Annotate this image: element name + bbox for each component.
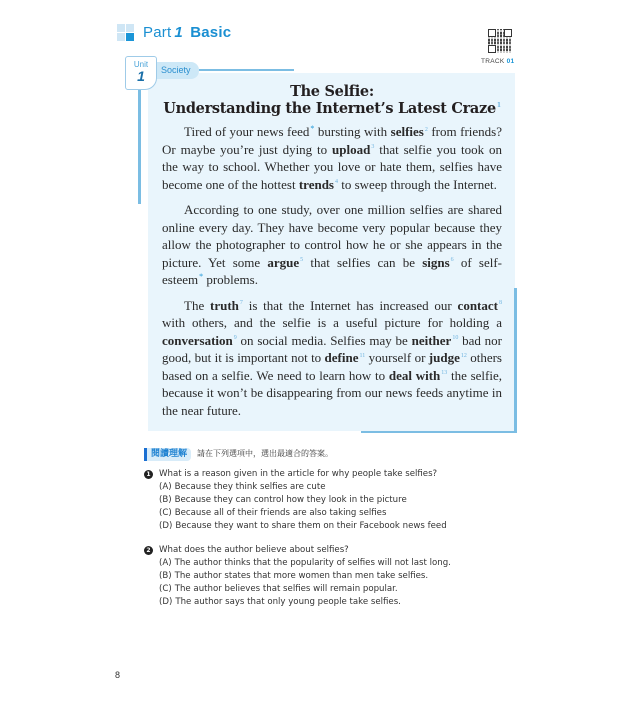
option-letter: (D)	[159, 597, 173, 607]
text-run: others based on a selfie. We need to learn how to	[162, 350, 502, 383]
vocab-word: signs	[422, 254, 450, 270]
vocab-word: trends	[298, 176, 334, 192]
footnote-marker: 3	[371, 144, 375, 151]
part-name: Basic	[190, 24, 232, 41]
bottom-accent-bar	[361, 431, 517, 433]
comprehension-header	[144, 447, 504, 461]
title-line-1: The Selfie:	[290, 83, 374, 100]
part-heading	[143, 24, 231, 42]
footnote-marker: 4	[334, 179, 338, 186]
text-run: to sweep through the Internet.	[337, 176, 497, 192]
option-c[interactable]	[144, 507, 504, 520]
reading-comprehension-label: 閱讀理解	[144, 448, 191, 461]
vocab-word: argue	[267, 254, 300, 270]
right-accent-bar	[514, 288, 517, 433]
footnote-marker: 9	[233, 335, 237, 342]
unit-label: Unit	[133, 60, 149, 69]
page-number: 8	[115, 670, 121, 680]
top-rule	[199, 69, 294, 71]
article-title	[162, 83, 502, 117]
text-run: yourself or	[365, 350, 429, 365]
vocab-word: conversation	[162, 332, 233, 348]
footnote-marker: 12	[460, 352, 467, 359]
option-letter: (D)	[159, 521, 173, 531]
question-stem: What does the author believe about selfies?	[159, 545, 349, 555]
option-b[interactable]	[144, 570, 504, 583]
option-c[interactable]	[144, 583, 504, 596]
option-a[interactable]	[144, 557, 504, 570]
vocab-word: neither	[411, 332, 452, 348]
option-letter: (B)	[159, 495, 172, 505]
vocab-word: selfies	[390, 124, 424, 139]
left-accent-bar	[138, 88, 141, 204]
option-letter: (A)	[159, 558, 172, 568]
option-b[interactable]	[144, 494, 504, 507]
title-text: Understanding the Internet’s Latest Craze	[163, 100, 496, 117]
option-a[interactable]	[144, 481, 504, 494]
article-paragraph	[162, 201, 502, 289]
question-number-icon: 2	[144, 546, 153, 555]
text-run: that selfie you took on the way to school. Whether you love or hate them, selfies have become one of the hottest	[162, 141, 502, 192]
instruction-text: 請在下列選項中，選出最適合的答案。	[197, 449, 334, 458]
text-run: of self-esteem	[162, 254, 502, 287]
option-text: Because they can control how they look in the picture	[174, 495, 407, 505]
vocab-word: define	[324, 350, 359, 365]
asterisk-note-icon: *	[310, 123, 315, 133]
text-run: on social media. Selfies may be	[236, 332, 412, 348]
text-run: that selfies can be	[303, 254, 423, 270]
option-letter: (A)	[159, 482, 172, 492]
option-text: The author says that only young people take selfies.	[175, 597, 401, 607]
unit-number: 1	[137, 68, 145, 84]
unit-badge	[125, 56, 157, 90]
vocab-word: upload	[332, 141, 371, 157]
article-box	[148, 73, 515, 431]
footnote-marker: 5	[300, 257, 304, 264]
comprehension-section	[144, 447, 504, 609]
option-text: Because they want to share them on their Facebook news feed	[175, 521, 447, 531]
text-run: is that the Internet has increased our	[242, 297, 458, 313]
footnote-marker: 7	[239, 300, 243, 307]
track-number: 01	[506, 58, 515, 65]
option-d[interactable]	[144, 596, 504, 609]
article-paragraph	[162, 297, 502, 420]
option-text: Because they think selfies are cute	[174, 482, 326, 492]
option-letter: (C)	[159, 584, 172, 594]
footnote-marker: 13	[441, 370, 448, 377]
vocab-word: truth	[210, 297, 239, 313]
part-logo-icon	[117, 24, 137, 44]
footnote-marker: 6	[450, 257, 454, 264]
question-number-icon: 1	[144, 470, 153, 479]
article-paragraph	[162, 123, 502, 193]
question-list	[144, 468, 504, 609]
article-body	[162, 123, 502, 419]
vocab-word: deal with	[388, 367, 441, 383]
option-text: The author thinks that the popularity of selfies will not last long.	[174, 558, 451, 568]
text-run: with others, and the selfie is a useful picture for holding a	[162, 315, 502, 330]
option-letter: (C)	[159, 508, 172, 518]
question-1	[144, 468, 504, 533]
option-text: Because all of their friends are also taking selfies	[174, 508, 387, 518]
option-letter: (B)	[159, 571, 172, 581]
option-d[interactable]	[144, 520, 504, 533]
unit-section	[125, 50, 516, 431]
text-run: bad nor good, but it is important not to	[162, 332, 502, 365]
asterisk-note-icon: *	[199, 271, 204, 281]
title-line-2	[162, 100, 502, 117]
text-run: the selfie, because it won’t be disappearing from our news feeds anytime in the near future.	[162, 367, 503, 418]
vocab-word: contact	[457, 297, 498, 313]
footnote-marker: 10	[452, 335, 459, 342]
text-run: Tired of your news feed	[184, 124, 310, 139]
option-text: The author states that more women than men take selfies.	[174, 571, 429, 581]
option-text: The author believes that selfies will remain popular.	[174, 584, 398, 594]
question-2	[144, 544, 504, 609]
vocab-word: judge	[428, 350, 460, 365]
topic-label: Society	[161, 65, 191, 75]
footnote-marker: 2	[424, 126, 428, 133]
footnote-marker: 1	[496, 102, 501, 110]
text-run: from friends? Or maybe you’re just dying to	[162, 124, 502, 157]
text-run: bursting with	[314, 124, 391, 139]
part-label: Part	[143, 24, 172, 41]
text-run: The	[184, 297, 211, 313]
question-stem: What is a reason given in the article for why people take selfies?	[159, 469, 438, 479]
text-run: problems.	[203, 272, 258, 287]
footnote-marker: 8	[498, 300, 502, 307]
part-number: 1	[174, 24, 183, 41]
footnote-marker: 11	[359, 352, 366, 359]
text-run: According to one study, over one million selfies are shared online every day. They have become very popular because they allow the photographer to control how he or she appears in the picture. Yet some	[162, 202, 502, 270]
track-text: TRACK	[481, 58, 505, 65]
